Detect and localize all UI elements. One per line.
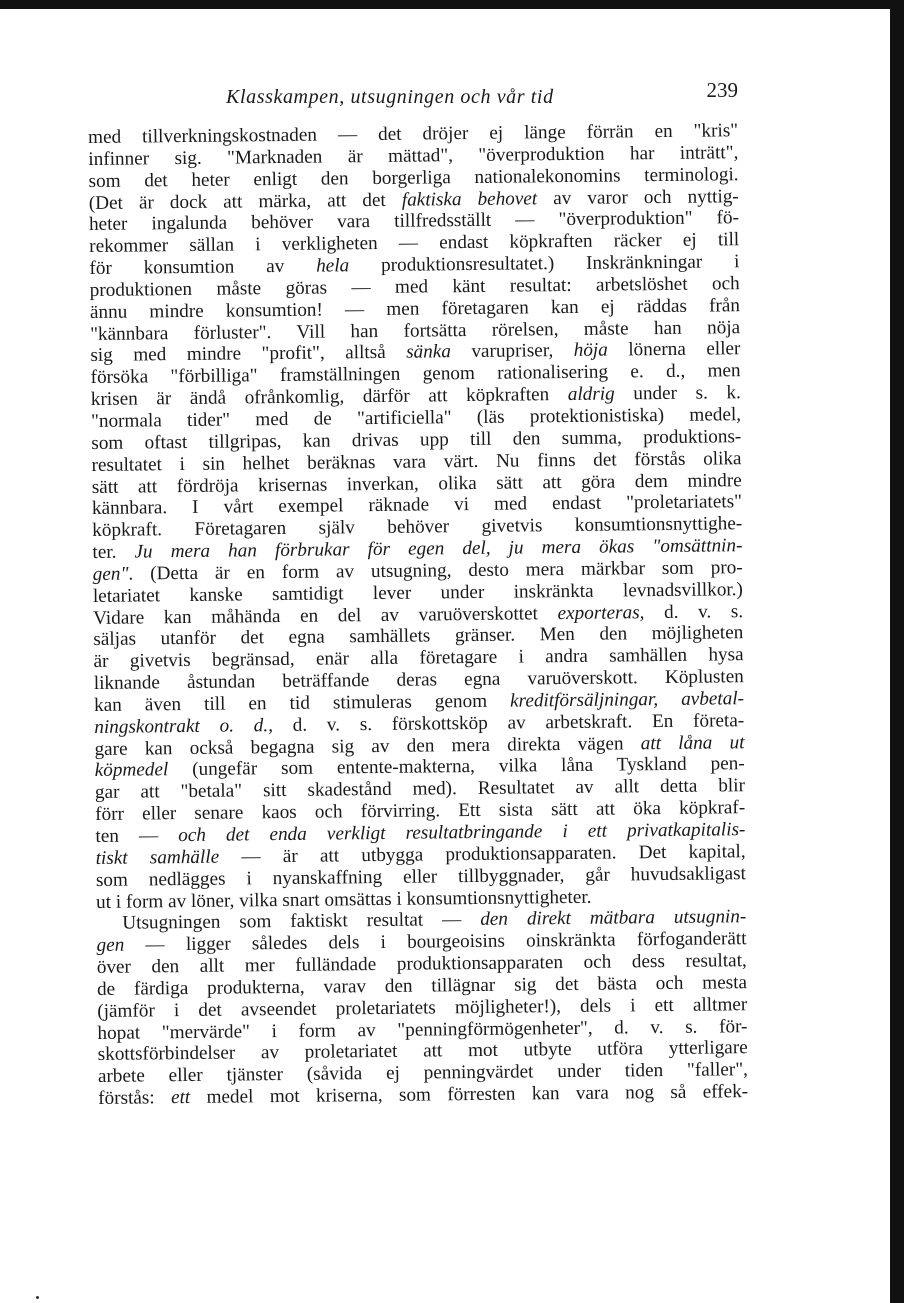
italic-run: Ju mera han förbrukar för egen del, ju mera ökas "omsättnin- bbox=[134, 535, 743, 563]
text-run: — är att utbygga produktionsapparaten. Det kapital, bbox=[219, 840, 746, 868]
italic-run: höja bbox=[573, 340, 608, 362]
italic-run: faktiska behovet bbox=[401, 187, 538, 211]
text-run: resultatet i sin helhet beräknas vara värt. Nu finns det förstås olika bbox=[91, 447, 742, 476]
italic-run: sänka bbox=[406, 341, 452, 364]
italic-run: gen bbox=[96, 934, 125, 957]
italic-run: köpmedel bbox=[94, 759, 169, 782]
text-run: säljas utanför det egna samhällets gränser. Men den möjligheten bbox=[93, 622, 744, 651]
text-run: (Det är dock att märka, att det bbox=[88, 189, 402, 214]
text-run: skottsförbindelser av proletariatet att mot utbyte utföra ytterligare bbox=[97, 1037, 748, 1066]
text-run: kännbara. I vårt exempel räknade vi med endast "proletariatets" bbox=[91, 491, 743, 520]
text-run: som det heter enligt den borgerliga nationalekonomins terminologi. bbox=[88, 163, 739, 192]
text-run: kan även till en tid stimuleras genom bbox=[93, 690, 511, 716]
text-run: infinner sig. "Marknaden är mättad", "överproduktion har inträtt", bbox=[88, 142, 739, 170]
text-run: som nedlägges i nyanskaffning eller tillbyggnader, går huvudsakligast bbox=[95, 862, 746, 891]
text-run: ut i form av löner, vilka snart omsättas i konsumtionsnyttigheter. bbox=[96, 886, 592, 913]
page-number: 239 bbox=[706, 78, 738, 102]
italic-run: tiskt samhälle bbox=[95, 846, 220, 869]
scan-top-border bbox=[0, 0, 904, 9]
text-run: Utsugningen som faktiskt resultat — bbox=[122, 909, 481, 935]
text-run: över den allt mer fulländade produktionsapparaten och dess resultat, bbox=[96, 950, 747, 979]
italic-run: aldrig bbox=[567, 383, 615, 406]
text-run: ter. bbox=[92, 541, 135, 564]
text-run: förr eller senare kaos och förvirring. Ett sista sätt att öka köpkraf- bbox=[95, 797, 746, 826]
italic-run: den direkt mätbara utsugnin- bbox=[480, 906, 747, 931]
text-run: ten — bbox=[95, 825, 179, 847]
text-run: rekommer sällan i verkligheten — endast köpkraften räcker ej till bbox=[89, 229, 740, 258]
text-run: produktionen måste göras — med känt resultat: arbetslöshet och bbox=[89, 273, 740, 301]
running-head: Klasskampen, utsugningen och vår tid bbox=[226, 86, 554, 108]
text-run: heter ingalunda behöver vara tillfredsställt — "överproduktion" fö- bbox=[88, 207, 740, 236]
text-run: är givetvis begränsad, enär alla företagare i andra samhällen hysa bbox=[93, 644, 744, 673]
text-run: under s. k. bbox=[614, 382, 741, 405]
text-run: — ligger således dels i bourgeoisins oinskränkta förfoganderätt bbox=[124, 928, 747, 956]
text-run: lönerna eller bbox=[607, 338, 741, 362]
text-run: med tillverkningskostnaden — det dröjer ej länge förrän en "kris" bbox=[88, 120, 739, 148]
body-text bbox=[88, 120, 748, 1110]
text-run: d. v. s. bbox=[644, 600, 744, 623]
text-run: (ungefär som entente-makterna, vilka låna Tyskland pen- bbox=[168, 753, 745, 781]
text-run: köpkraft. Företagaren själv behöver givetvis konsumtionsnyttighe- bbox=[92, 513, 743, 542]
italic-run: gen" bbox=[92, 563, 129, 585]
text-run: för konsumtion av bbox=[89, 255, 317, 280]
scan-right-border bbox=[890, 0, 904, 1303]
text-run: . (Detta är en form av utsugning, desto mera märkbar som pro- bbox=[128, 557, 743, 585]
text-run: Vidare kan måhända en del av varuöverskottet bbox=[93, 602, 558, 629]
text-run: som oftast tillgripas, kan drivas upp till den summa, produktions- bbox=[91, 425, 742, 454]
scan-speck bbox=[36, 1296, 39, 1299]
text-run: försöka "förbilliga" framställningen genom rationalisering e. d., men bbox=[90, 360, 741, 389]
text-run: produktionsresultatet.) Inskränkningar i bbox=[349, 251, 740, 277]
italic-run: exporteras, bbox=[557, 601, 645, 624]
text-run: hopat "mervärde" i form av "penningförmögenheter", d. v. s. för- bbox=[97, 1015, 748, 1044]
italic-run: och det enda verkligt resultatbringande i ett privatkapitalis- bbox=[178, 819, 746, 847]
text-run: medel mot kriserna, som förresten kan vara nog så effek- bbox=[190, 1081, 749, 1109]
text-run: "kännbara förluster". Vill han fortsätta rörelsen, måste han nöja bbox=[90, 316, 741, 345]
italic-run: ningskontrakt o. d., bbox=[94, 714, 274, 738]
text-run: "normala tider" med de "artificiella" (läs protektionistiska) medel, bbox=[90, 404, 742, 432]
text-run: d. v. s. förskottsköp av arbetskraft. En företa- bbox=[272, 709, 745, 736]
italic-run: kreditförsäljningar, avbetal- bbox=[510, 688, 745, 712]
italic-run: att låna ut bbox=[640, 731, 745, 754]
page-header bbox=[88, 78, 738, 118]
text-run: sig med mindre "profit", alltså bbox=[90, 342, 407, 367]
text-run: arbete eller tjänster (såvida ej penningvärdet under tiden "faller", bbox=[97, 1059, 749, 1088]
text-run: sätt att fördröja krisernas inverkan, olika sätt att göra dem mindre bbox=[91, 469, 742, 498]
text-run: (jämför i det avseendet proletariatets möjligheter!), dels i ett alltmer bbox=[97, 993, 748, 1022]
text-run: av varor och nyttig- bbox=[537, 185, 739, 209]
text-run: varupriser, bbox=[450, 340, 574, 363]
text-run: krisen är ändå ofrånkomlig, därför att köpkraften bbox=[90, 384, 568, 411]
italic-run: hela bbox=[316, 255, 350, 277]
text-run: förstås: bbox=[98, 1087, 172, 1110]
italic-run: ett bbox=[170, 1087, 191, 1109]
text-run: liknande åstundan beträffande deras egna varuöverskott. Köplusten bbox=[93, 666, 744, 695]
text-run: de färdiga produkterna, varav den tillägnar sig det bästa och mesta bbox=[96, 972, 748, 1000]
text-run: gar att "betala" sitt skadestånd med). Resultatet av allt detta blir bbox=[94, 775, 746, 804]
text-run: letariatet kanske samtidigt lever under inskränkta levnadsvillkor.) bbox=[92, 578, 743, 607]
text-run: gare kan också begagna sig av den mera direkta vägen bbox=[94, 732, 641, 760]
text-run: ännu mindre konsumtion! — men företagaren kan ej räddas från bbox=[89, 294, 741, 323]
